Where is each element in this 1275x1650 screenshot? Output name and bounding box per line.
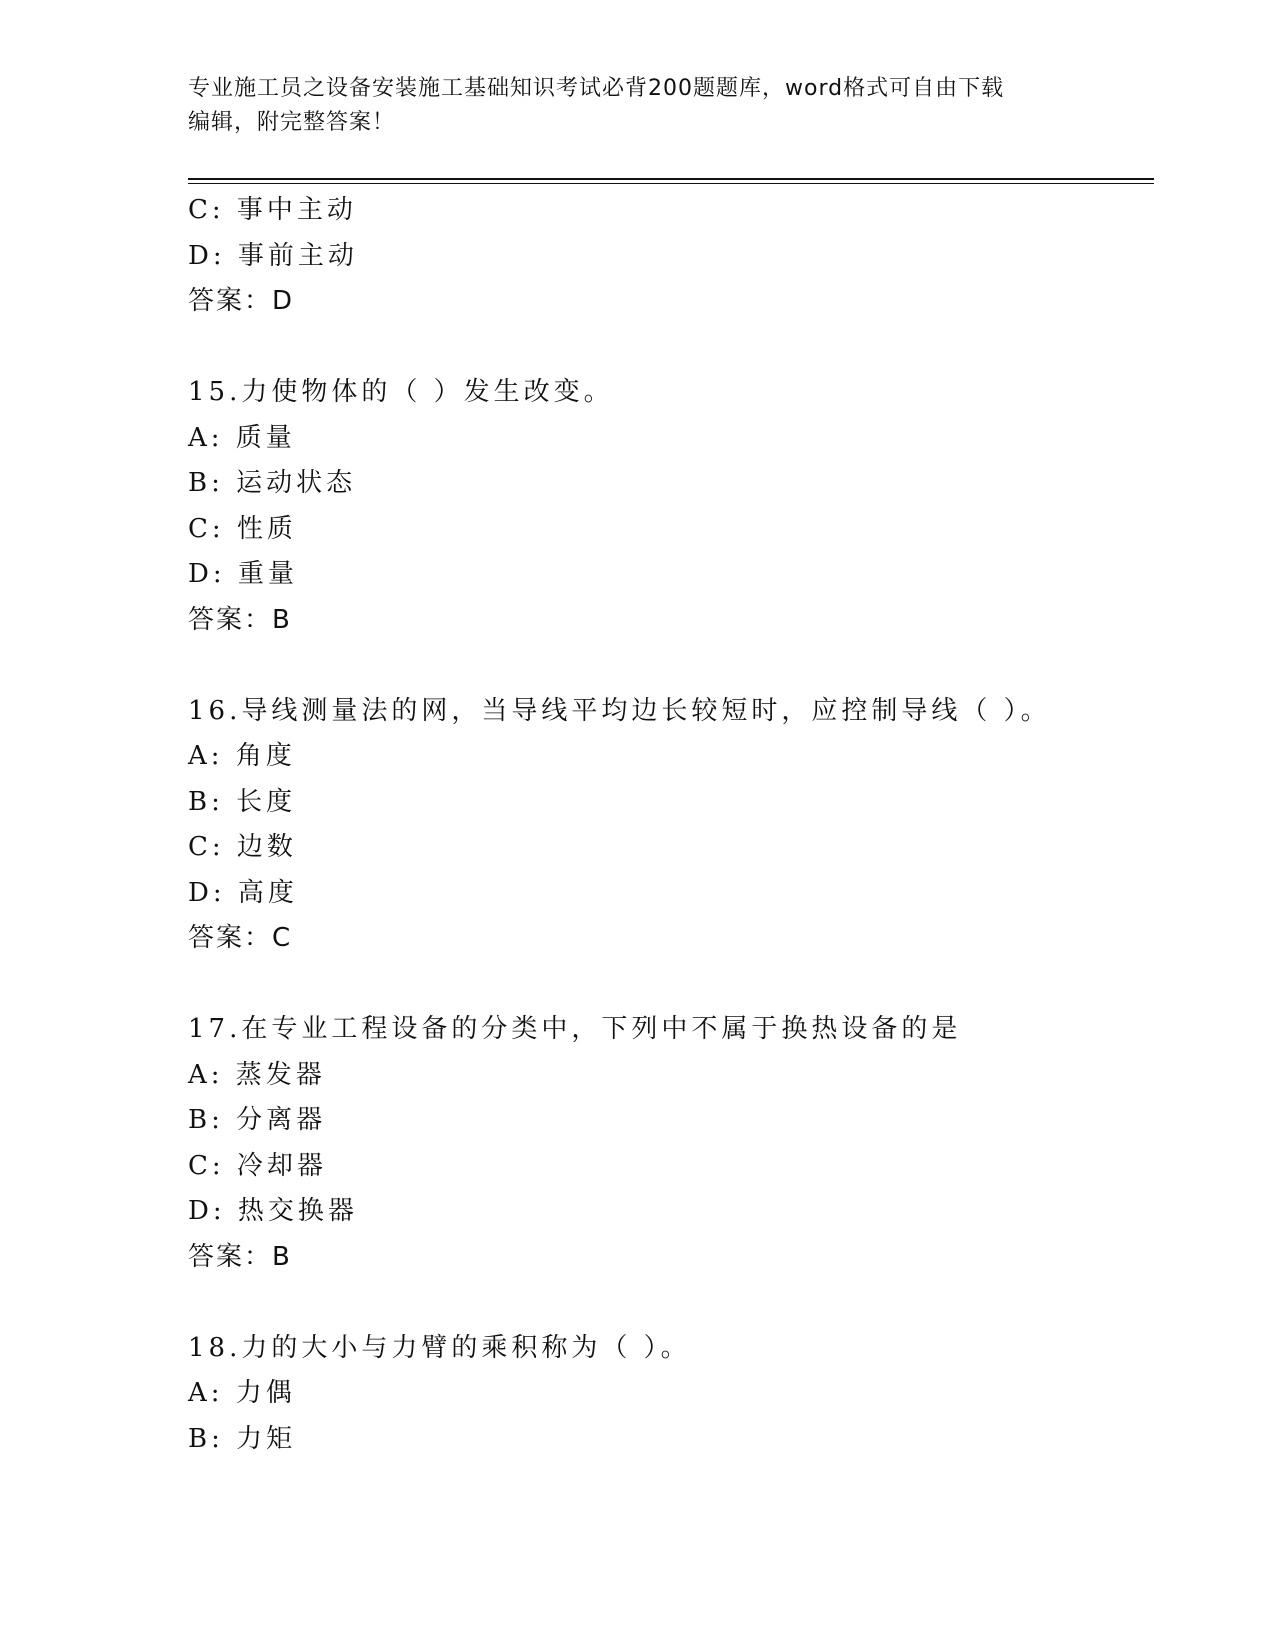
option-a: A: 质量 [188,422,296,453]
spacer [188,962,1154,1008]
page-header [188,72,1068,140]
option-b: B: 运动状态 [188,468,357,498]
question-14-continued [188,188,1154,325]
option-b: B: 分离器 [188,1105,327,1135]
option-c: C: 边数 [188,832,297,862]
question-15 [188,370,1154,643]
spacer [188,643,1154,689]
option-a: A: 蒸发器 [188,1059,326,1090]
answer: 答案：B [188,1241,292,1272]
header-line-1: 专业施工员之设备安装施工基础知识考试必背200题题库，word格式可自由下载 [188,76,1005,101]
answer: 答案：D [188,286,295,316]
answer: 答案：B [188,604,292,635]
question-text: 18.力的大小与力臂的乘积称为（ ）。 [188,1332,691,1363]
question-17 [188,1007,1154,1280]
option-c: C: 事中主动 [188,195,357,225]
option-a: A: 力偶 [188,1378,296,1408]
question-text: 16.导线测量法的网，当导线平均边长较短时，应控制导线（ ）。 [188,695,1051,726]
header-line-2: 编辑，附完整答案！ [188,110,396,135]
option-b: B: 长度 [188,786,297,817]
option-d: D: 热交换器 [188,1196,358,1226]
option-b: B: 力矩 [188,1423,297,1454]
option-d: D: 重量 [188,559,298,589]
question-18 [188,1326,1154,1463]
question-text: 17.在专业工程设备的分类中，下列中不属于换热设备的是 [188,1014,962,1044]
question-list [188,188,1154,1462]
answer: 答案：C [188,923,293,953]
question-16 [188,689,1154,962]
option-d: D: 高度 [188,877,298,908]
option-c: C: 性质 [188,513,297,544]
spacer [188,325,1154,371]
spacer [188,1280,1154,1326]
header-divider [188,178,1154,184]
question-text: 15.力使物体的（ ）发生改变。 [188,377,614,407]
option-c: C: 冷却器 [188,1150,327,1181]
option-a: A: 角度 [188,741,296,771]
option-d: D: 事前主动 [188,240,358,271]
